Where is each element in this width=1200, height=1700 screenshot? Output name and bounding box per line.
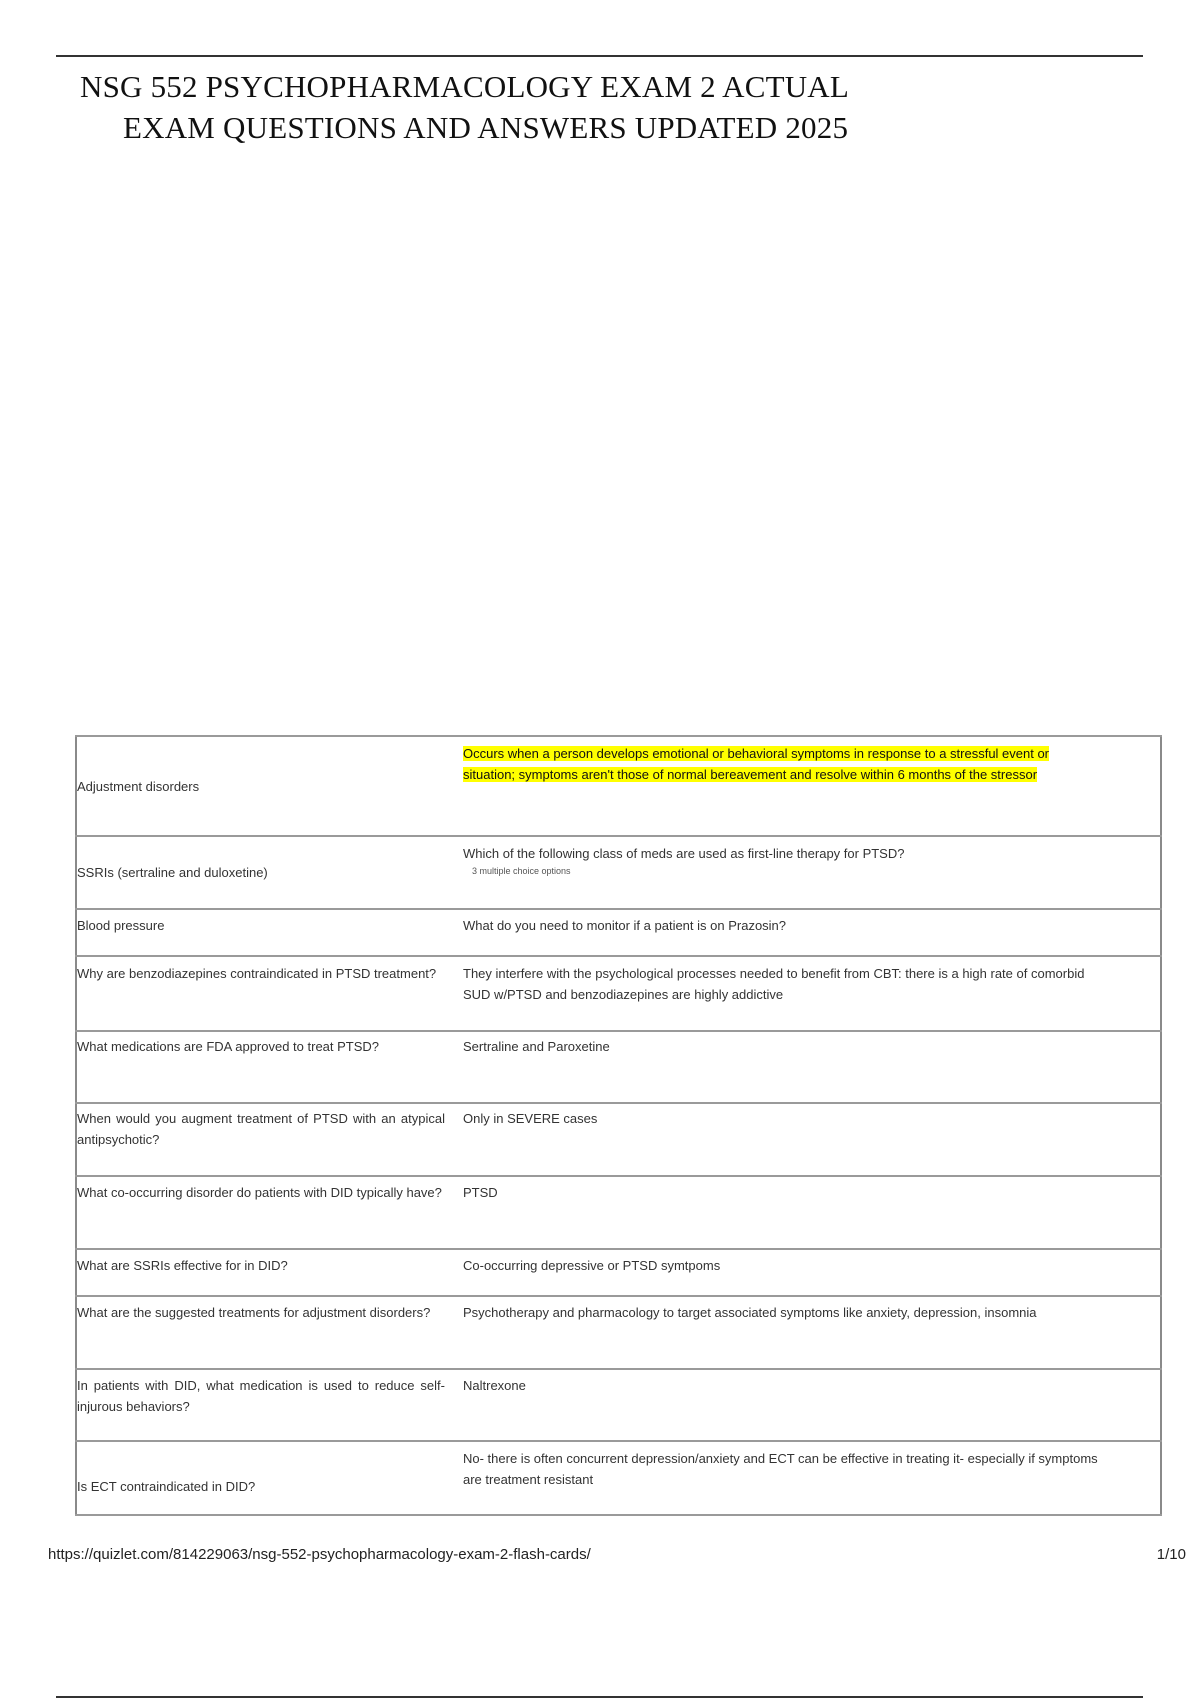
- card-term: Is ECT contraindicated in DID?: [76, 1441, 463, 1515]
- card-definition: Sertraline and Paroxetine: [463, 1031, 1161, 1103]
- bottom-rule: [56, 1696, 1143, 1698]
- card-term: What are SSRIs effective for in DID?: [76, 1249, 463, 1296]
- table-row: [76, 1176, 1161, 1249]
- card-term: What medications are FDA approved to treat PTSD?: [76, 1031, 463, 1103]
- card-term: In patients with DID, what medication is used to reduce self-injurous behaviors?: [76, 1369, 463, 1441]
- table-row: [76, 1441, 1161, 1515]
- table-row: [76, 1249, 1161, 1296]
- table-row: [76, 736, 1161, 836]
- card-definition: Co-occurring depressive or PTSD symtpoms: [463, 1249, 1161, 1296]
- table-row: [76, 1369, 1161, 1441]
- card-definition: What do you need to monitor if a patient is on Prazosin?: [463, 909, 1161, 956]
- card-definition: [463, 836, 1161, 909]
- table-row: [76, 836, 1161, 909]
- page-number: 1/10: [1156, 1546, 1186, 1563]
- card-term: What are the suggested treatments for adjustment disorders?: [76, 1296, 463, 1369]
- source-url: https://quizlet.com/814229063/nsg-552-psychopharmacology-exam-2-flash-cards/: [48, 1546, 591, 1563]
- title-line-2: EXAM QUESTIONS AND ANSWERS UPDATED 2025: [123, 110, 849, 145]
- card-definition: [463, 736, 1161, 836]
- card-term: Adjustment disorders: [76, 736, 463, 836]
- table-row: [76, 909, 1161, 956]
- table-row: [76, 1103, 1161, 1176]
- card-term: Why are benzodiazepines contraindicated in PTSD treatment?: [76, 956, 463, 1031]
- definition-note: 3 multiple choice options: [472, 866, 571, 876]
- card-term: Blood pressure: [76, 909, 463, 956]
- top-rule: [56, 55, 1143, 57]
- card-definition: They interfere with the psychological processes needed to benefit from CBT: there is a high rate of comorbid SUD w/PTSD and benzodiazepines are highly addictive: [463, 956, 1161, 1031]
- highlighted-definition: Occurs when a person develops emotional or behavioral symptoms in response to a stressful event or situation; symptoms aren't those of normal bereavement and resolve within 6 months of the stressor: [463, 746, 1050, 782]
- card-definition: No- there is often concurrent depression/anxiety and ECT can be effective in treating it- especially if symptoms are treatment resistant: [463, 1441, 1161, 1515]
- page-title: [80, 66, 900, 148]
- card-definition: Naltrexone: [463, 1369, 1161, 1441]
- table-row: [76, 1296, 1161, 1369]
- table-row: [76, 1031, 1161, 1103]
- card-term: When would you augment treatment of PTSD with an atypical antipsychotic?: [76, 1103, 463, 1176]
- table-row: [76, 956, 1161, 1031]
- definition-text: Which of the following class of meds are used as first-line therapy for PTSD?: [463, 846, 905, 861]
- title-line-1: NSG 552 PSYCHOPHARMACOLOGY EXAM 2 ACTUAL: [80, 69, 850, 104]
- card-definition: Psychotherapy and pharmacology to target associated symptoms like anxiety, depression, insomnia: [463, 1296, 1161, 1369]
- flashcard-table: [75, 735, 1162, 1516]
- card-definition: Only in SEVERE cases: [463, 1103, 1161, 1176]
- card-definition: PTSD: [463, 1176, 1161, 1249]
- card-term: What co-occurring disorder do patients with DID typically have?: [76, 1176, 463, 1249]
- card-term: SSRIs (sertraline and duloxetine): [76, 836, 463, 909]
